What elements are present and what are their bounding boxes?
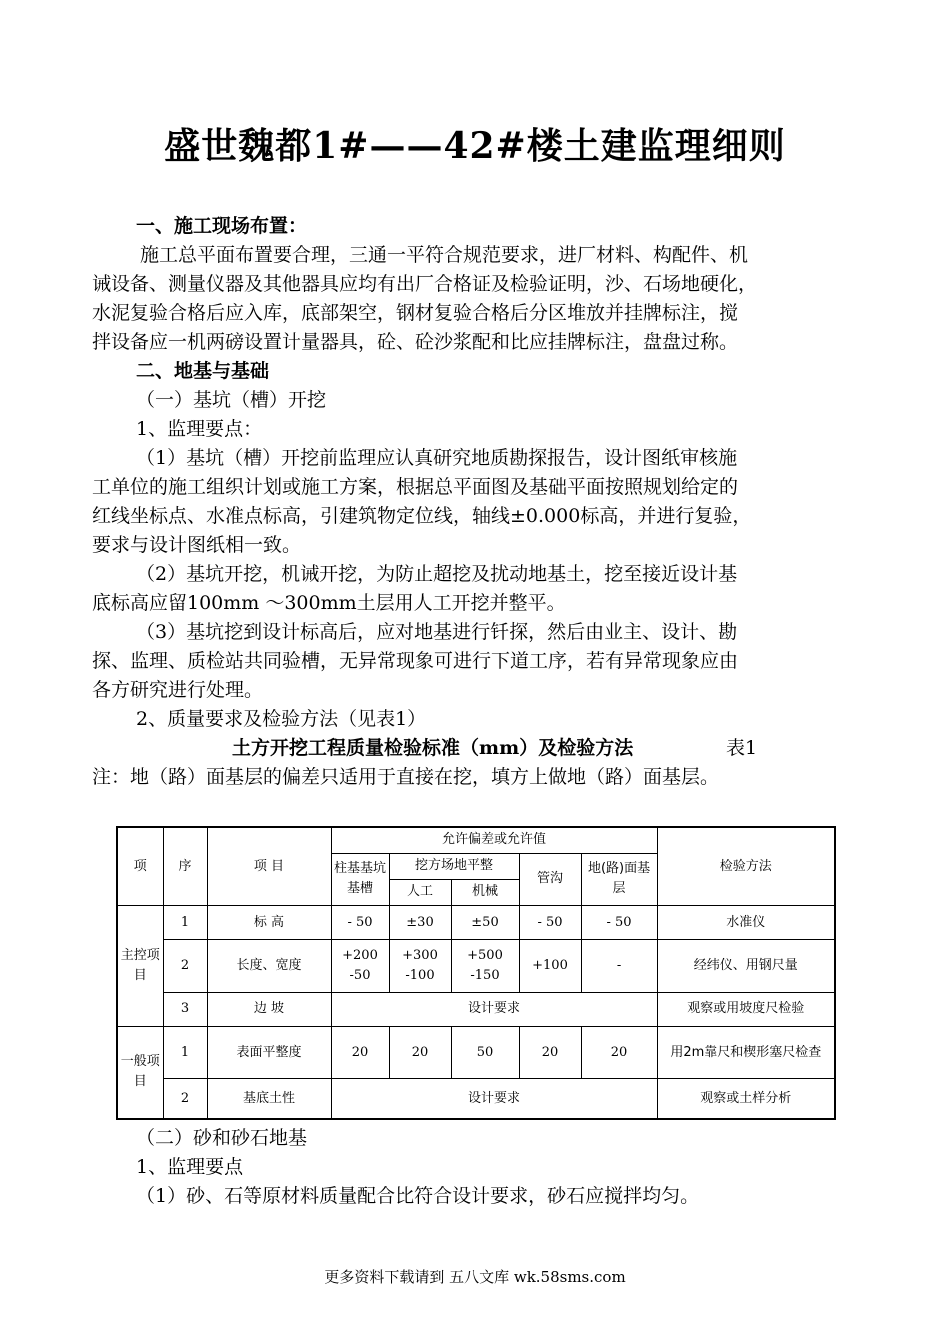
paragraph-line: 拌设备应一机两磅设置计量器具，砼、砼沙浆配和比应挂牌标注，盘盘过称。 (92, 331, 739, 353)
row-name: 表面平整度 (207, 1026, 331, 1078)
cell-value: 20 (581, 1026, 657, 1078)
table-caption: 土方开挖工程质量检验标准（mm）及检验方法 (232, 737, 634, 759)
subsection-heading: （二）砂和砂石地基 (136, 1127, 308, 1149)
header-project: 项 目 (207, 827, 331, 906)
row-method: 观察或土样分析 (657, 1079, 835, 1119)
header-machine: 机械 (451, 879, 519, 905)
row-seq: 3 (163, 992, 207, 1026)
row-name: 边 坡 (207, 992, 331, 1026)
cell-value: - (581, 940, 657, 992)
row-method: 水准仪 (657, 906, 835, 940)
header-foundation-pit: 柱基基坑基槽 (331, 853, 389, 905)
header-method: 检验方法 (657, 827, 835, 906)
row-method: 用2m靠尺和楔形塞尺检查 (657, 1026, 835, 1078)
table-note: 注：地（路）面基层的偏差只适用于直接在挖，填方上做地（路）面基层。 (92, 766, 720, 788)
row-seq: 1 (163, 1026, 207, 1078)
cell-value: ±30 (389, 906, 451, 940)
cell-value: - 50 (519, 906, 581, 940)
point-heading: 1、监理要点 (136, 1156, 244, 1178)
header-item: 项 (117, 827, 163, 906)
paragraph-line: （2）基坑开挖，机诫开挖，为防止超挖及扰动地基土，挖至接近设计基 (136, 563, 738, 585)
row-name: 长度、宽度 (207, 940, 331, 992)
paragraph-line: （3）基坑挖到设计标高后，应对地基进行钎探，然后由业主、设计、勘 (136, 621, 738, 643)
paragraph-line: 红线坐标点、水准点标高，引建筑物定位线，轴线±0.000标高，并进行复验， (92, 505, 752, 527)
document-title: 盛世魏都1#——42#楼土建监理细则 (164, 125, 786, 167)
row-method: 经纬仪、用钢尺量 (657, 940, 835, 992)
table-number: 表1 (726, 737, 758, 759)
header-allowance: 允许偏差或允许值 (331, 827, 657, 853)
row-seq: 1 (163, 906, 207, 940)
cell-value: 20 (331, 1026, 389, 1078)
cell-value: - 50 (581, 906, 657, 940)
cell-value: +200 -50 (331, 940, 389, 992)
table-row (117, 906, 835, 940)
paragraph-line: （1）砂、石等原材料质量配合比符合设计要求，砂石应搅拌均匀。 (136, 1185, 700, 1207)
cell-value: +100 (519, 940, 581, 992)
table-row (117, 1026, 835, 1078)
paragraph-line: 施工总平面布置要合理，三通一平符合规范要求，进厂材料、构配件、机 (140, 244, 749, 266)
paragraph-line: 要求与设计图纸相一致。 (92, 534, 302, 556)
paragraph-line: 水泥复验合格后应入库，底部架空，钢材复验合格后分区堆放并挂牌标注，搅 (92, 302, 739, 324)
header-seq: 序 (163, 827, 207, 906)
paragraph-line: （1）基坑（槽）开挖前监理应认真研究地质勘探报告，设计图纸审核施 (136, 447, 738, 469)
point-heading: 1、监理要点： (136, 418, 263, 440)
cell-value: +500 -150 (451, 940, 519, 992)
subsection-heading: （一）基坑（槽）开挖 (136, 389, 327, 411)
row-name: 基底土性 (207, 1079, 331, 1119)
footer-link[interactable]: 更多资料下载请到 五八文库 wk.58sms.com (324, 1268, 626, 1286)
paragraph-line: 探、监理、质检站共同验槽，无异常现象可进行下道工序，若有异常现象应由 (92, 650, 739, 672)
cell-value: +300 -100 (389, 940, 451, 992)
table-row (117, 940, 835, 992)
cell-value: ±50 (451, 906, 519, 940)
paragraph-line: 底标高应留100mm ～300mm土层用人工开挖并整平。 (92, 592, 566, 614)
quality-table (116, 826, 834, 1120)
header-site-leveling: 挖方场地平整 (389, 853, 519, 879)
row-method: 观察或用坡度尺检验 (657, 992, 835, 1026)
cell-value: 20 (519, 1026, 581, 1078)
section-2-heading: 二、地基与基础 (136, 360, 270, 382)
header-road-base: 地(路)面基层 (581, 853, 657, 905)
header-manual: 人工 (389, 879, 451, 905)
cell-value: 20 (389, 1026, 451, 1078)
paragraph-line: 诫设备、测量仪器及其他器具应均有出厂合格证及检验证明，沙、石场地硬化， (92, 273, 758, 295)
table-row (117, 992, 835, 1026)
paragraph-line: 工单位的施工组织计划或施工方案，根据总平面图及基础平面按照规划给定的 (92, 476, 739, 498)
header-trench: 管沟 (519, 853, 581, 905)
cell-value: 50 (451, 1026, 519, 1078)
paragraph-line: 各方研究进行处理。 (92, 679, 264, 701)
cell-span-value: 设计要求 (331, 992, 657, 1026)
row-seq: 2 (163, 940, 207, 992)
cell-span-value: 设计要求 (331, 1079, 657, 1119)
quality-heading: 2、质量要求及检验方法（见表1） (136, 708, 427, 730)
row-seq: 2 (163, 1079, 207, 1119)
cell-value: - 50 (331, 906, 389, 940)
table-row (117, 1079, 835, 1119)
group-general: 一般项目 (117, 1026, 163, 1119)
group-main-control: 主控项目 (117, 906, 163, 1027)
row-name: 标 高 (207, 906, 331, 940)
section-1-heading: 一、施工现场布置： (136, 215, 308, 237)
